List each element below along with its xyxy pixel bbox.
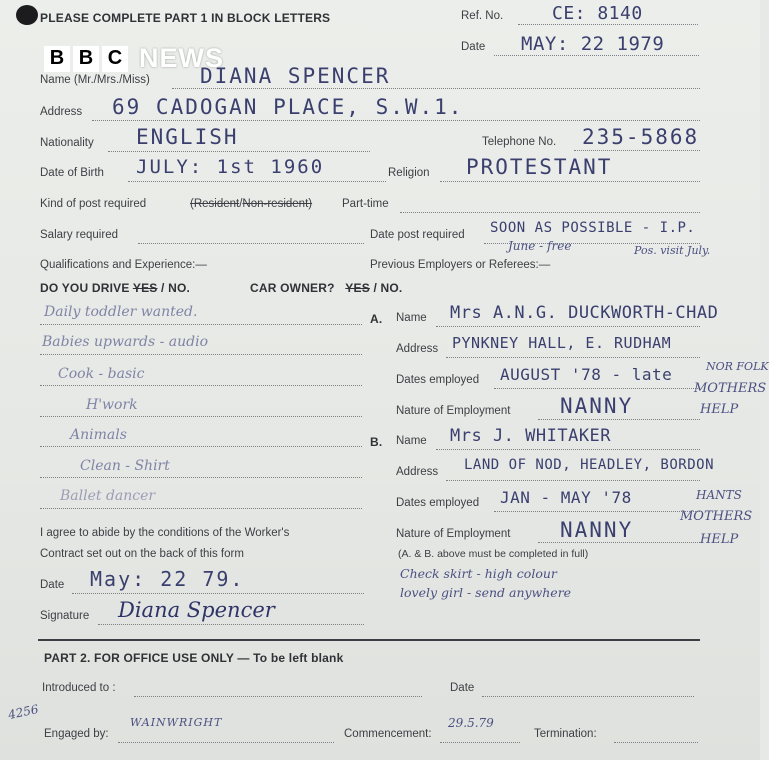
section-divider (38, 639, 700, 641)
ref-value: CE: 8140 (552, 3, 643, 24)
car-no: / NO. (373, 281, 403, 295)
engaged-label: Engaged by: (44, 728, 109, 740)
completion-note: (A. & B. above must be completed in full) (398, 548, 589, 560)
employer-a-address-label: Address (396, 343, 439, 355)
employer-a-nature-label: Nature of Employment (396, 405, 511, 417)
date-line (494, 55, 699, 56)
nationality-label: Nationality (40, 137, 94, 149)
employer-b-nature-value: NANNY (560, 518, 634, 542)
employer-a-address-value: PYNKNEY HALL, E. RUDHAM (452, 334, 672, 352)
car-yes: YES (345, 281, 370, 295)
qual-line-7 (40, 508, 362, 509)
qualifications-label: Qualifications and Experience:— (40, 259, 207, 271)
employer-b-address-label: Address (396, 466, 439, 478)
previous-employers-label: Previous Employers or Referees:— (370, 259, 551, 271)
agreement-line2: Contract set out on the back of this form (40, 548, 244, 560)
employer-b-nature-alt1: MOTHERS (680, 509, 753, 524)
date-post-note1: June - free (508, 239, 572, 253)
nationality-line (108, 151, 370, 152)
ref-label: Ref. No. (461, 10, 504, 22)
employer-b-nature-alt2: HELP (700, 532, 739, 547)
drive-label: DO YOU DRIVE (40, 281, 130, 295)
employer-a-dates-value: AUGUST '78 - late (500, 365, 673, 384)
employer-a-address-line (446, 357, 700, 358)
dob-value: JULY: 1st 1960 (136, 156, 325, 178)
employer-b-dates-line (494, 511, 700, 512)
employer-b-dates-value: JAN - MAY '78 (500, 488, 632, 507)
logo-letter-b2: B (73, 46, 99, 72)
termination-label: Termination: (534, 728, 597, 740)
ref-line (518, 24, 698, 25)
name-line (172, 88, 700, 89)
margin-note: 4256 (6, 701, 40, 723)
drive-yes: YES (132, 281, 158, 295)
employer-b-address-line (446, 480, 700, 481)
signature-label: Signature (40, 610, 90, 622)
non-resident-option: Non-resident) (242, 198, 313, 210)
qual-line-5 (40, 446, 362, 447)
agreement-date-label: Date (40, 579, 65, 591)
kind-line (400, 212, 700, 213)
punch-hole-mark (16, 5, 38, 25)
date-post-note2: Pos. visit July. (634, 244, 711, 257)
agreement-line1: I agree to abide by the conditions of the Worker's (40, 527, 290, 539)
employer-b-nature-line (538, 542, 700, 543)
engaged-value: WAINWRIGHT (130, 716, 223, 729)
salary-line (138, 243, 364, 244)
drive-no: / NO. (161, 281, 191, 295)
employer-b-name-line (436, 449, 700, 450)
qualification-item: Ballet dancer (60, 488, 156, 504)
engaged-line (118, 742, 334, 743)
employer-a-dates-label: Dates employed (396, 374, 480, 386)
dob-label: Date of Birth (40, 167, 104, 179)
dob-line (128, 181, 386, 182)
employer-a-nature-alt1: MOTHERS (694, 381, 767, 396)
handwritten-note-2: lovely girl - send anywhere (400, 585, 572, 600)
car-owner-question (250, 281, 402, 295)
address-label: Address (40, 106, 83, 118)
part-time-option: Part-time (342, 198, 389, 210)
salary-label: Salary required (40, 229, 118, 241)
commencement-label: Commencement: (344, 728, 432, 740)
employer-b-nature-label: Nature of Employment (396, 528, 511, 540)
employer-b-address-value: LAND OF NOD, HEADLEY, BORDON (464, 457, 715, 473)
nationality-value: ENGLISH (136, 125, 239, 149)
name-label: Name (Mr./Mrs./Miss) (40, 74, 150, 86)
signature-line (98, 624, 364, 625)
employer-b-dates-note: HANTS (696, 488, 742, 502)
agreement-date-line (72, 593, 364, 594)
telephone-value: 235-5868 (582, 125, 700, 149)
signature-value: Diana Spencer (118, 598, 275, 622)
employer-b-letter: B. (370, 435, 383, 449)
qualification-item: Animals (70, 427, 127, 443)
qualification-item: Daily toddler wanted. (44, 304, 198, 320)
logo-news-text: NEWS (139, 43, 224, 73)
address-value: 69 CADOGAN PLACE, S.W.1. (112, 95, 464, 119)
employer-a-address-note: NOR FOLK (706, 360, 769, 373)
qualification-item: Clean - Shirt (80, 458, 170, 474)
termination-line (614, 742, 698, 743)
employer-a-nature-line (538, 419, 700, 420)
address-line (92, 120, 700, 121)
name-value: DIANA SPENCER (200, 64, 391, 88)
religion-line (440, 181, 700, 182)
date-label: Date (461, 41, 486, 53)
commencement-value: 29.5.79 (448, 716, 494, 730)
part2-date-label: Date (450, 682, 475, 694)
date-value: MAY: 22 1979 (521, 33, 665, 55)
option-separator: / (239, 198, 243, 210)
telephone-label: Telephone No. (482, 136, 557, 148)
part2-date-line (482, 696, 694, 697)
employer-a-nature-alt2: HELP (700, 402, 739, 417)
qualification-item: H'work (86, 397, 138, 413)
employer-b-dates-label: Dates employed (396, 497, 480, 509)
employer-a-name-line (436, 326, 700, 327)
qualification-item: Babies upwards - audio (42, 334, 209, 350)
religion-value: PROTESTANT (466, 155, 613, 179)
commencement-line (440, 742, 520, 743)
qual-line-6 (40, 477, 362, 478)
kind-of-post-label: Kind of post required (40, 198, 147, 210)
employer-b-name-value: Mrs J. WHITAKER (450, 426, 612, 446)
employer-a-dates-line (494, 388, 700, 389)
kind-of-post-options (190, 198, 312, 210)
qual-line-3 (40, 385, 362, 386)
employer-a-name-value: Mrs A.N.G. DUCKWORTH-CHAD (450, 303, 719, 323)
date-post-label: Date post required (370, 229, 465, 241)
employer-a-nature-value: NANNY (560, 394, 634, 418)
qual-line-1 (40, 324, 362, 325)
telephone-line (574, 150, 700, 151)
logo-letter-c: C (102, 46, 128, 72)
employer-a-name-label: Name (396, 312, 427, 324)
part1-instruction: PLEASE COMPLETE PART 1 IN BLOCK LETTERS (40, 11, 331, 25)
qual-line-4 (40, 416, 362, 417)
introduced-label: Introduced to : (42, 682, 116, 694)
agreement-date-value: May: 22 79. (90, 567, 245, 591)
part2-title: PART 2. FOR OFFICE USE ONLY — To be left blank (44, 651, 344, 665)
resident-option: (Resident (190, 198, 240, 210)
logo-letter-b1: B (44, 46, 70, 72)
qual-line-2 (40, 354, 362, 355)
qualification-item: Cook - basic (58, 366, 145, 382)
drive-question (40, 281, 190, 295)
bbc-news-logo (44, 43, 224, 74)
religion-label: Religion (388, 167, 430, 179)
date-post-value: SOON AS POSSIBLE - I.P. (490, 220, 696, 236)
handwritten-note-1: Check skirt - high colour (400, 566, 557, 581)
employer-a-letter: A. (370, 312, 383, 326)
introduced-line (134, 696, 422, 697)
employer-b-name-label: Name (396, 435, 427, 447)
car-label: CAR OWNER? (250, 281, 335, 295)
